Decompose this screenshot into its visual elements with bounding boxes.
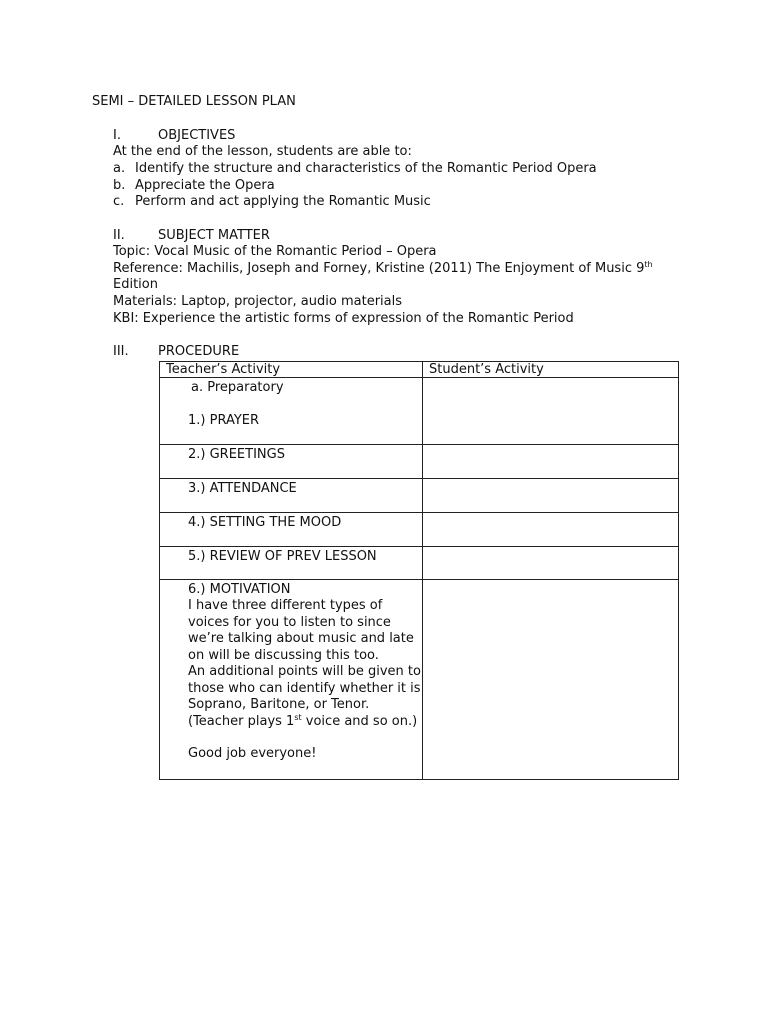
- table-row: [160, 445, 679, 479]
- student-activity-header: Student’s Activity: [423, 362, 679, 378]
- subject-kbi: KBI: Experience the artistic forms of expression of the Romantic Period: [113, 311, 574, 326]
- objectives-intro: At the end of the lesson, students are able to:: [113, 144, 412, 159]
- motivation-line: voices for you to listen to since: [188, 614, 391, 630]
- student-cell: [423, 479, 679, 513]
- table-row: [160, 378, 679, 445]
- student-cell: [423, 513, 679, 547]
- subject-topic: Topic: Vocal Music of the Romantic Period – Opera: [113, 244, 437, 259]
- teacher-activity-header: Teacher’s Activity: [160, 362, 423, 378]
- reference-text: Reference: Machilis, Joseph and Forney, Kristine (2011) The Enjoyment of Music 9: [113, 261, 645, 276]
- teacher-cell: [160, 513, 423, 547]
- objective-item: Appreciate the Opera: [135, 178, 275, 193]
- preparatory-label: a. Preparatory: [191, 380, 284, 395]
- teacher-plays-text: (Teacher plays 1: [188, 713, 295, 729]
- objective-marker: b.: [113, 178, 126, 193]
- step-motivation: 6.) MOTIVATION: [188, 582, 291, 597]
- student-cell: [423, 378, 679, 445]
- motivation-line: on will be discussing this too.: [188, 647, 379, 663]
- subject-matter-heading: SUBJECT MATTER: [158, 228, 270, 243]
- motivation-line: we’re talking about music and late: [188, 631, 414, 646]
- student-cell: [423, 547, 679, 580]
- motivation-line: An additional points will be given to: [188, 664, 421, 679]
- motivation-line: those who can identify whether it is: [188, 680, 421, 696]
- objective-marker: c.: [113, 194, 125, 209]
- table-header-row: [160, 362, 679, 378]
- table-row: [160, 479, 679, 513]
- step-prayer: 1.) PRAYER: [188, 413, 260, 428]
- teacher-plays-superscript: st: [294, 712, 302, 722]
- subject-reference: [113, 260, 653, 277]
- subject-matter-number: II.: [113, 228, 125, 243]
- teacher-plays-line: [160, 714, 422, 731]
- subject-materials: Materials: Laptop, projector, audio materials: [113, 294, 402, 309]
- step-attendance: 3.) ATTENDANCE: [188, 481, 297, 496]
- teacher-plays-text-end: voice and so on.): [301, 713, 418, 729]
- document-title: SEMI – DETAILED LESSON PLAN: [92, 94, 296, 109]
- teacher-cell: [160, 479, 423, 513]
- objective-marker: a.: [113, 161, 126, 176]
- table-row: [160, 580, 679, 780]
- table-row: [160, 513, 679, 547]
- teacher-cell: [160, 378, 423, 445]
- step-review: 5.) REVIEW OF PREV LESSON: [188, 549, 377, 564]
- reference-superscript: th: [644, 260, 653, 269]
- motivation-line: Soprano, Baritone, or Tenor.: [188, 697, 370, 712]
- procedure-number: III.: [113, 344, 129, 359]
- closing-line: Good job everyone!: [188, 746, 317, 761]
- teacher-cell: [160, 547, 423, 580]
- table-row: [160, 547, 679, 580]
- procedure-heading: PROCEDURE: [158, 344, 240, 359]
- step-greetings: 2.) GREETINGS: [188, 447, 285, 462]
- step-setting-the-mood: 4.) SETTING THE MOOD: [188, 515, 342, 530]
- student-cell: [423, 445, 679, 479]
- objective-item: Identify the structure and characteristics of the Romantic Period Opera: [135, 161, 597, 176]
- procedure-table: [159, 361, 679, 780]
- student-cell: [423, 580, 679, 780]
- subject-reference-edition: Edition: [113, 277, 158, 292]
- motivation-line: I have three different types of: [188, 598, 383, 613]
- objectives-number: I.: [113, 128, 121, 143]
- objective-item: Perform and act applying the Romantic Music: [135, 194, 431, 209]
- objectives-heading: OBJECTIVES: [158, 128, 236, 143]
- teacher-cell: [160, 445, 423, 479]
- teacher-cell: [160, 580, 423, 780]
